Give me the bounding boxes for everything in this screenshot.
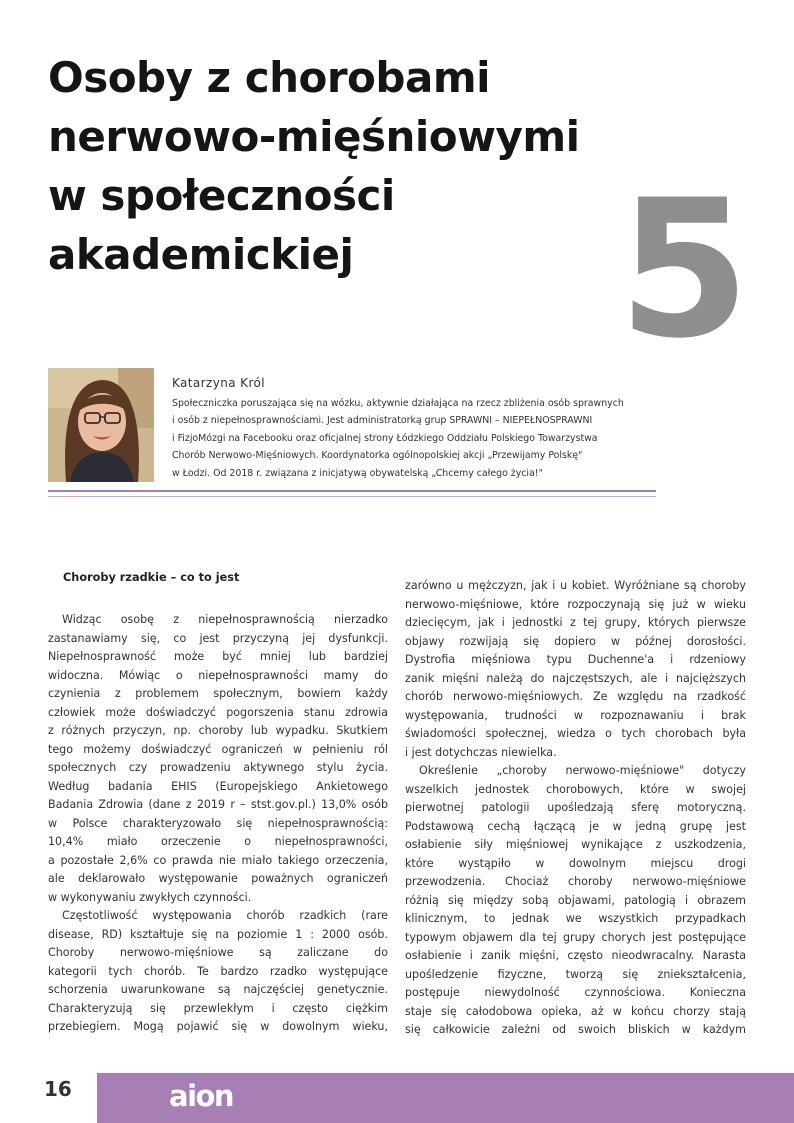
text-line: objawy rozwijają się dopiero w późnej dorosłości.: [405, 634, 746, 648]
text-line: różnią się między sobą objawami, patologią i obrazem: [405, 893, 746, 907]
page-number: 16: [44, 1077, 72, 1101]
text-line: a pozostałe 2,6% co prawda nie miało takiego orzeczenia,: [48, 853, 388, 867]
author-info: [172, 375, 662, 482]
text-line: Widząc osobę z niepełnosprawnością nierzadko: [62, 613, 388, 626]
divider: [48, 490, 656, 492]
article-title: [48, 48, 688, 284]
text-line: disease, RD) kształtuje się na poziomie 1 : 2000 osób.: [48, 927, 388, 941]
text-line: zanik mięśni należą do najczęstszych, ale i najcięższych: [405, 671, 746, 685]
text-line: Charakteryzują się przewlekłym i często ciężkim: [48, 1001, 388, 1015]
section-heading: Choroby rzadkie – co to jest: [63, 571, 240, 584]
text-line: Dystrofia mięśniowa typu Duchenne'a i rdzeniowy: [405, 653, 746, 666]
divider: [48, 496, 656, 497]
text-line: społecznych czy prowadzeniu aktywnego stylu życia.: [48, 761, 388, 774]
chapter-number: 5: [618, 159, 751, 380]
author-name: Katarzyna Król: [172, 376, 265, 390]
text-line: staje się całodobowa opieka, aż w końcu chorzy stają: [405, 1004, 746, 1018]
text-line: z różnych przyczyn, np. choroby lub wypadku. Skutkiem: [48, 724, 388, 737]
body-column-right: [405, 577, 746, 1040]
text-line: Niepełnosprawność może być mniej lub bardziej: [48, 650, 388, 663]
text-line: widoczna. Mówiąc o niepełnosprawności mamy do: [48, 668, 388, 682]
text-line: występowania, trudności w rozpoznawaniu i brak: [405, 708, 746, 722]
text-line: w Polsce charakteryzowało się niepełnosprawnością:: [48, 816, 388, 830]
text-line: dziecięcym, jak i jednostki z tej grupy, których pierwsze: [405, 616, 746, 629]
text-line: człowiek może doświadczyć pogorszenia stanu zdrowia: [48, 705, 388, 719]
text-line: Częstotliwość występowania chorób rzadkich (rare: [62, 909, 388, 922]
text-line: czynienia z problemem społecznym, bowiem każdy: [48, 687, 388, 700]
bio-line: Społeczniczka poruszająca się na wózku, aktywnie działająca na rzecz zbliżenia osób sprawnych: [172, 398, 624, 409]
text-line: Badania Zdrowia (dane z 2019 r – stst.gov.pl.) 13,0% osób: [48, 798, 388, 811]
text-line: zarówno u mężczyzn, jak i u kobiet. Wyróżniane są choroby: [405, 579, 746, 592]
text-line: 10,4% miało orzeczenie o niepełnosprawności,: [48, 835, 388, 848]
text-line: osłabienie i zanik mięśni, często nieodwracalny. Narasta: [405, 949, 746, 962]
text-line: chorób nerwowo-mięśniowych. Ze względu na rzadkość: [405, 690, 746, 703]
text-line: Określenie „choroby nerwowo-mięśniowe" dotyczy: [419, 764, 746, 777]
title-line: w społeczności: [48, 171, 395, 220]
text-line: tego możemy doświadczyć ograniczeń w pełnieniu ról: [48, 742, 388, 756]
text-line: przebiegiem. Mogą pojawić się w dowolnym wieku,: [48, 1020, 388, 1033]
title-line: akademickiej: [48, 230, 354, 279]
aion-logo: aion: [169, 1079, 234, 1113]
text-line: przewodzenia. Chociaż choroby nerwowo-mięśniowe: [405, 875, 746, 888]
text-line: wszelkich jednostek chorobowych, które w swojej: [405, 782, 746, 796]
text-line: Podstawową cechą łączącą je w jedną grupę jest: [405, 819, 746, 833]
text-line: zastanawiamy się, co jest przyczyną jej dysfunkcji.: [48, 631, 388, 645]
bio-line: Chorób Nerwowo-Mięśniowych. Koordynatorka ogólnopolskiej akcji „Przewijamy Polskę": [172, 450, 583, 462]
text-line: się całkowicie zależni od swoich bliskich w każdym: [405, 1023, 746, 1036]
author-photo: [48, 368, 154, 482]
bio-line: i FizjoMózgi na Facebooku oraz oficjalnej strony Łódzkiego Oddziału Polskiego Towarzystwa: [172, 432, 598, 444]
bio-line: i osób z niepełnosprawnościami. Jest administratorką grup SPRAWNI – NIEPEŁNOSPRAWNI: [172, 415, 593, 427]
text-line: kategorii tych chorób. Te bardzo rzadko występujące: [48, 964, 388, 978]
text-line: osłabienie siły mięśniowej wynikające z uszkodzenia,: [405, 838, 746, 851]
bio-line: w Łodzi. Od 2018 r. związana z inicjatywą obywatelską „Chcemy całego życia!": [172, 467, 543, 479]
text-line: i jest dotychczas niewielka.: [405, 745, 557, 759]
text-line: Według badania EHIS (Europejskiego Ankietowego: [48, 779, 388, 793]
text-line: schorzenia uwarunkowane są najczęściej genetycznie.: [48, 983, 388, 996]
text-line: świadomości społecznej, wiedza o tych chorobach była: [405, 727, 746, 740]
body-column-left: [48, 611, 388, 1037]
text-line: nerwowo-mięśniowe, które rozpoczynają się już w wieku: [405, 597, 746, 611]
title-line: Osoby z chorobami: [48, 53, 490, 102]
text-line: pierwotnej patologii upośledzają sferę motoryczną.: [405, 801, 746, 814]
text-line: upośledzenie fizyczne, tworzą się zniekształcenia,: [405, 967, 746, 981]
text-line: klinicznym, to jednak we wszystkich przypadkach: [405, 912, 746, 925]
author-bio: [172, 395, 662, 482]
text-line: postępuje niewydolność czynnościowa. Konieczna: [405, 986, 746, 999]
title-line: nerwowo-mięśniowymi: [48, 112, 580, 161]
text-line: ale deklarowało występowanie poważnych ograniczeń: [48, 872, 388, 885]
footer-bar: [97, 1073, 794, 1123]
text-line: w wykonywaniu zwykłych czynności.: [48, 890, 252, 904]
text-line: które wystąpiło w dowolnym miejscu drogi: [405, 856, 746, 870]
text-line: typowym objawem dla tej grupy chorych jest postępujące: [405, 930, 746, 944]
text-line: Choroby nerwowo-mięśniowe są zaliczane do: [48, 946, 388, 959]
